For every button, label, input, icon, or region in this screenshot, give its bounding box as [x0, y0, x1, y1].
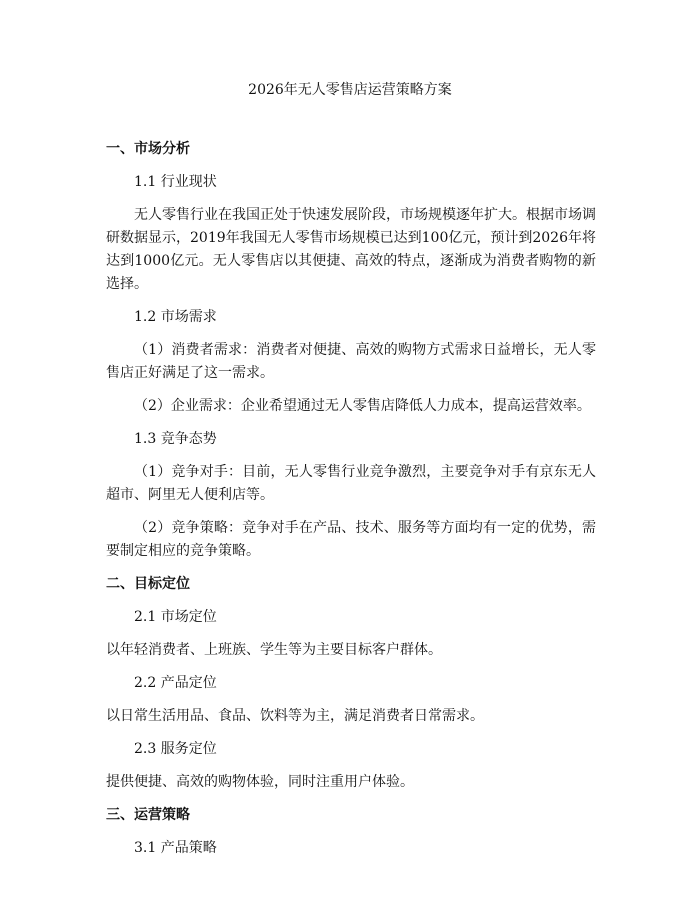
subsection-heading-market-demand: 1.2 市场需求	[134, 309, 217, 325]
document-body	[106, 138, 596, 870]
paragraph-industry-status: 无人零售行业在我国正处于快速发展阶段，市场规模逐年扩大。根据市场调研数据显示，2019年我国无人零售市场规模已达到100亿元，预计到2026年将达到1000亿元。无人零售店以其便捷、高效的特点，逐渐成为消费者购物的新选择。	[106, 207, 596, 292]
paragraph-service-positioning: 提供便捷、高效的购物体验，同时注重用户体验。	[106, 774, 414, 790]
section-heading-target-positioning: 二、目标定位	[106, 576, 190, 592]
subsection-heading-competition: 1.3 竞争态势	[134, 431, 217, 447]
paragraph-consumer-demand: （1）消费者需求：消费者对便捷、高效的购物方式需求日益增长，无人零售店正好满足了这一需求。	[106, 342, 596, 381]
paragraph-market-positioning: 以年轻消费者、上班族、学生等为主要目标客户群体。	[106, 642, 442, 658]
subsection-heading-market-positioning: 2.1 市场定位	[134, 609, 217, 625]
paragraph-enterprise-demand: （2）企业需求：企业希望通过无人零售店降低人力成本，提高运营效率。	[134, 398, 591, 414]
paragraph-competition-strategy: （2）竞争策略：竞争对手在产品、技术、服务等方面均有一定的优势，需要制定相应的竞争策略。	[106, 520, 596, 559]
paragraph-competitors: （1）竞争对手：目前，无人零售行业竞争激烈，主要竞争对手有京东无人超市、阿里无人便利店等。	[106, 464, 596, 503]
paragraph-product-positioning: 以日常生活用品、食品、饮料等为主，满足消费者日常需求。	[106, 708, 484, 724]
subsection-heading-service-positioning: 2.3 服务定位	[134, 741, 217, 757]
section-heading-market-analysis: 一、市场分析	[106, 141, 190, 157]
document-title: 2026年无人零售店运营策略方案	[248, 82, 452, 98]
section-heading-operation-strategy: 三、运营策略	[106, 807, 190, 823]
subsection-heading-product-positioning: 2.2 产品定位	[134, 675, 217, 691]
subsection-heading-product-strategy: 3.1 产品策略	[134, 840, 217, 856]
subsection-heading-industry-status: 1.1 行业现状	[134, 174, 217, 190]
